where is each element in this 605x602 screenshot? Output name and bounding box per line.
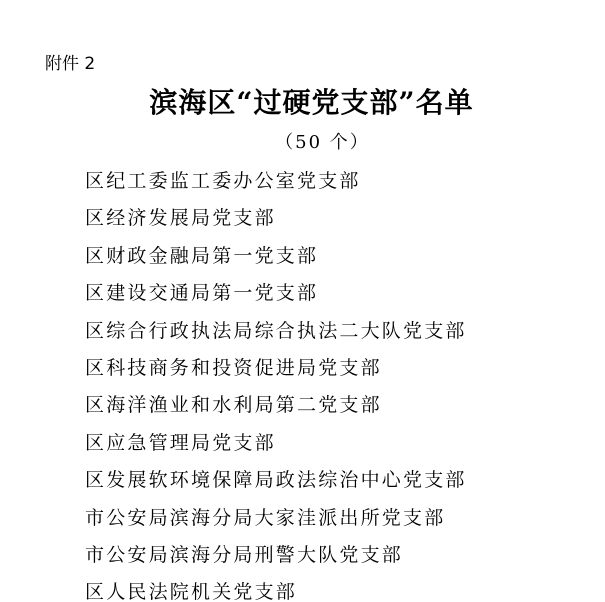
list-item: 区人民法院机关党支部: [85, 581, 298, 602]
list-item: 区发展软环境保障局政法综治中心党支部: [85, 469, 467, 492]
attachment-label: 附件 2: [45, 54, 96, 74]
document-subtitle: （50 个）: [275, 132, 370, 153]
list-item: 市公安局滨海分局大家洼派出所党支部: [85, 506, 446, 529]
list-item: 区海洋渔业和水利局第二党支部: [85, 394, 382, 417]
list-item: 区纪工委监工委办公室党支部: [85, 170, 361, 192]
branch-list: [85, 165, 467, 602]
document-title: 滨海区“过硬党支部”名单: [149, 86, 474, 119]
list-item: 区财政金融局第一党支部: [85, 244, 319, 267]
list-item: 区科技商务和投资促进局党支部: [85, 356, 382, 379]
list-item: 市公安局滨海分局刑警大队党支部: [85, 543, 404, 566]
list-item: 区建设交通局第一党支部: [85, 282, 319, 305]
list-item: 区综合行政执法局综合执法二大队党支部: [85, 319, 467, 342]
list-item: 区应急管理局党支部: [85, 431, 276, 454]
list-item: 区经济发展局党支部: [85, 207, 276, 230]
